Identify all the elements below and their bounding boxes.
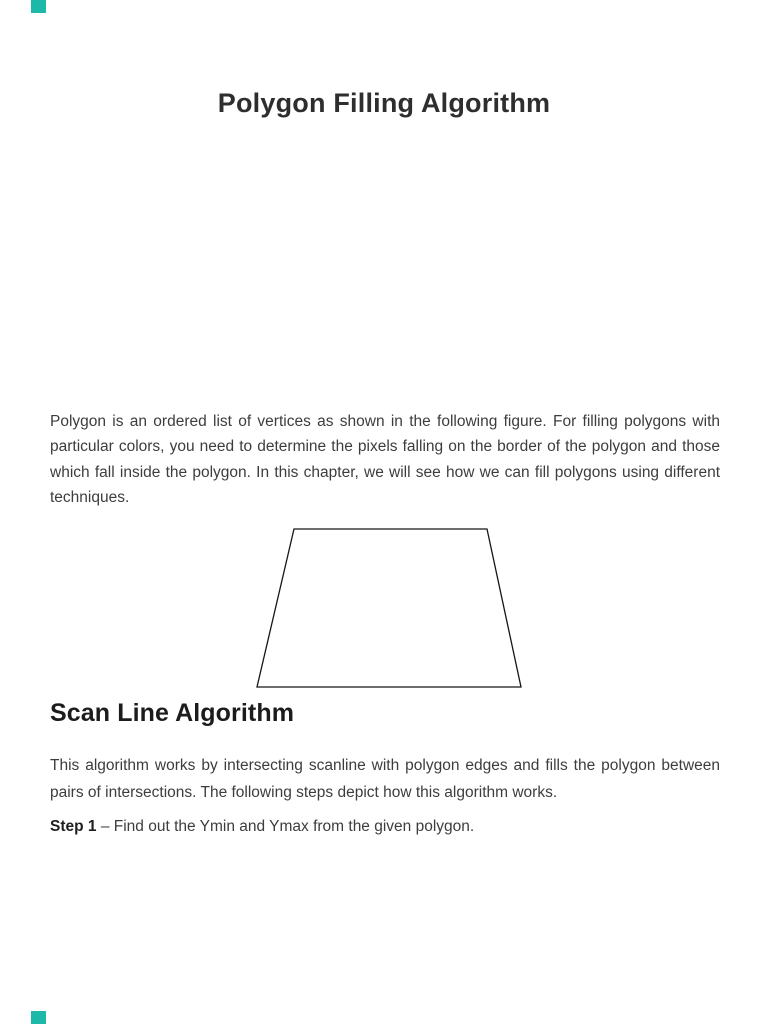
trapezoid-icon: [250, 524, 528, 694]
polygon-trapezoid-figure: [250, 524, 528, 694]
page-title: Polygon Filling Algorithm: [217, 88, 551, 118]
section-paragraph: This algorithm works by intersecting scanline with polygon edges and fills the polygon between pairs of intersections. The following steps depict how this algorithm works.: [50, 757, 720, 801]
page-edge-marker-top: [31, 0, 46, 13]
step-label: Step 1: [50, 818, 97, 835]
step-line: [50, 816, 720, 838]
intro-paragraph: Polygon is an ordered list of vertices as shown in the following figure. For filling polygons with particular colors, you need to determine the pixels falling on the border of the polygon and those which fall inside the polygon. In this chapter, we will see how we can fill polygons using different techniques.: [50, 413, 720, 507]
step-text: – Find out the Ymin and Ymax from the given polygon.: [100, 818, 475, 835]
section-heading: Scan Line Algorithm: [50, 699, 295, 727]
page-edge-marker-bottom: [31, 1011, 46, 1024]
